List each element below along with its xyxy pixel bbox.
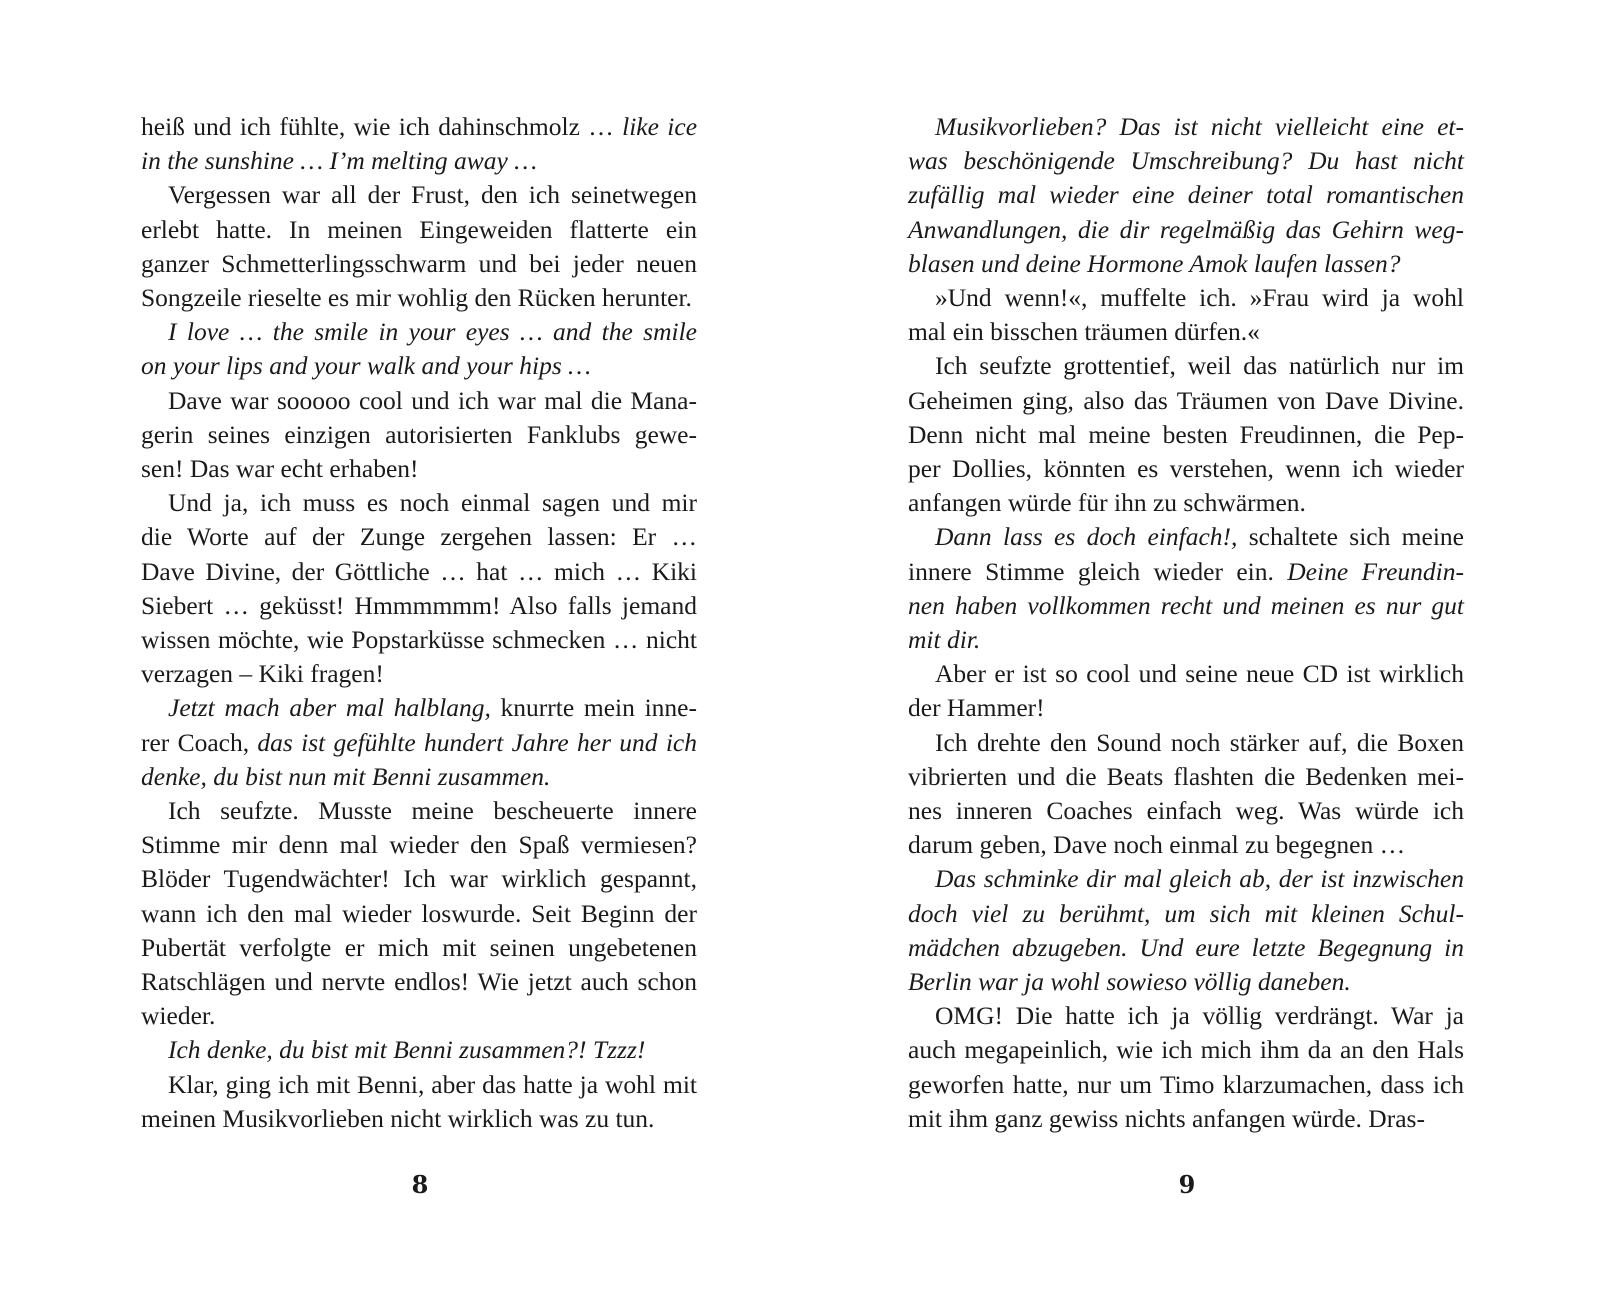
- paragraph: [908, 862, 1464, 999]
- text-line: [908, 213, 1464, 247]
- text-segment: vibrierten und die Beats flashten die Bedenken mei-: [908, 761, 1464, 791]
- text-line: [908, 999, 1464, 1033]
- text-line: [908, 486, 1464, 520]
- text-segment: darum geben, Dave noch einmal zu begegnen …: [908, 830, 1406, 860]
- text-line: [141, 862, 697, 896]
- italic-text: blasen und deine Hormone Amok laufen lassen?: [908, 248, 1401, 278]
- text-line: [141, 691, 697, 725]
- text-segment: mal ein bisschen träumen dürfen.«: [908, 317, 1260, 347]
- text-segment: Vergessen war all der Frust, den ich seinetwegen: [168, 180, 697, 210]
- text-segment: auch megapeinlich, wie ich mich ihm da an den Hals: [908, 1035, 1464, 1065]
- text-line: [908, 144, 1464, 178]
- text-line: [908, 897, 1464, 931]
- text-line: [908, 349, 1464, 383]
- text-line: [141, 384, 697, 418]
- text-line: [141, 794, 697, 828]
- text-line: [908, 1068, 1464, 1102]
- paragraph: [141, 486, 697, 691]
- text-line: [141, 931, 697, 965]
- text-segment: Und ja, ich muss es noch einmal sagen und mir: [168, 488, 697, 518]
- italic-text: Ich denke, du bist mit Benni zusammen?! Tzzz!: [168, 1035, 646, 1065]
- text-line: [141, 418, 697, 452]
- text-segment: Ratschlägen und nervte endlos! Wie jetzt auch schon: [141, 967, 697, 997]
- text-segment: geworfen hatte, nur um Timo klarzumachen, dass ich: [908, 1069, 1464, 1099]
- paragraph: [141, 110, 697, 178]
- text-line: [908, 1033, 1464, 1067]
- text-line: [141, 999, 697, 1033]
- text-segment: Ich seufzte. Musste meine bescheuerte innere: [168, 796, 697, 826]
- paragraph: [908, 726, 1464, 863]
- text-line: [908, 931, 1464, 965]
- paragraph: [141, 384, 697, 487]
- text-segment: die Worte auf der Zunge zergehen lassen: Er …: [141, 522, 697, 552]
- text-line: [141, 657, 697, 691]
- text-line: [908, 247, 1464, 281]
- italic-text: Jetzt mach aber mal halblang,: [168, 693, 491, 723]
- italic-text: in the sunshine … I’m melting away …: [141, 146, 537, 176]
- left-page: [141, 110, 697, 1136]
- text-segment: Ich drehte den Sound noch stärker auf, die Boxen: [935, 727, 1464, 757]
- text-line: [908, 589, 1464, 623]
- text-segment: ganzer Schmetterlingsschwarm und bei jeder neuen: [141, 248, 697, 278]
- text-line: [141, 1102, 697, 1136]
- text-segment: Ich seufzte grottentief, weil das natürlich nur im: [935, 351, 1464, 381]
- text-line: [908, 726, 1464, 760]
- text-segment: Siebert … geküsst! Hmmmmmm! Also falls jemand: [141, 590, 697, 620]
- text-line: [141, 828, 697, 862]
- paragraph: [141, 178, 697, 315]
- text-segment: »Und wenn!«, muffelte ich. »Frau wird ja wohl: [935, 283, 1464, 313]
- italic-text: das ist gefühlte hundert Jahre her und ich: [257, 727, 697, 757]
- text-segment: gerin seines einzigen autorisierten Fanklubs gewe-: [141, 419, 697, 449]
- text-line: [908, 657, 1464, 691]
- text-segment: meinen Musikvorlieben nicht wirklich was zu tun.: [141, 1103, 655, 1133]
- paragraph: [141, 794, 697, 1033]
- text-line: [141, 623, 697, 657]
- text-segment: rer Coach,: [141, 727, 258, 757]
- text-segment: knurrte mein inne-: [490, 693, 697, 723]
- italic-text: Das schminke dir mal gleich ab, der ist inzwischen: [935, 864, 1464, 894]
- italic-text: mit dir.: [908, 625, 981, 655]
- text-segment: Dave Divine, der Göttliche … hat … mich … Kiki: [141, 556, 697, 586]
- text-line: [141, 452, 697, 486]
- italic-text: on your lips and your walk and your hips …: [141, 351, 591, 381]
- text-segment: innere Stimme gleich wieder ein.: [908, 556, 1288, 586]
- italic-text: Dann lass es doch einfach!,: [935, 522, 1238, 552]
- text-segment: per Dollies, könnten es verstehen, wenn ich wieder: [908, 454, 1464, 484]
- text-line: [908, 760, 1464, 794]
- text-line: [141, 178, 697, 212]
- text-segment: heiß und ich fühlte, wie ich dahinschmolz …: [141, 112, 623, 141]
- text-line: [908, 828, 1464, 862]
- text-segment: Denn nicht mal meine besten Freudinnen, die Pep-: [908, 419, 1464, 449]
- text-line: [141, 110, 697, 144]
- right-page: [908, 110, 1464, 1136]
- text-line: [141, 247, 697, 281]
- text-line: [141, 555, 697, 589]
- page-number-right: 9: [1178, 1170, 1196, 1199]
- text-line: [908, 520, 1464, 554]
- text-line: [908, 555, 1464, 589]
- italic-text: was beschönigende Umschreibung? Du hast nicht: [908, 146, 1464, 176]
- text-segment: Dave war sooooo cool und ich war mal die Mana-: [168, 385, 697, 415]
- text-line: [908, 281, 1464, 315]
- text-line: [141, 486, 697, 520]
- text-line: [141, 1033, 697, 1067]
- text-line: [141, 726, 697, 760]
- text-line: [141, 965, 697, 999]
- text-line: [908, 794, 1464, 828]
- paragraph: [908, 520, 1464, 657]
- text-line: [908, 965, 1464, 999]
- text-segment: OMG! Die hatte ich ja völlig verdrängt. War ja: [935, 1001, 1464, 1031]
- italic-text: Deine Freundin-: [1287, 556, 1464, 586]
- paragraph: [908, 110, 1464, 281]
- text-segment: wieder.: [141, 1001, 216, 1031]
- text-line: [141, 349, 697, 383]
- paragraph: [908, 349, 1464, 520]
- text-segment: Blöder Tugendwächter! Ich war wirklich gespannt,: [141, 864, 697, 894]
- paragraph: [141, 1033, 697, 1067]
- page-number-left: 8: [411, 1170, 429, 1199]
- text-line: [141, 213, 697, 247]
- italic-text: zufällig mal wieder eine deiner total romantischen: [908, 180, 1464, 210]
- text-segment: anfangen würde für ihn zu schwärmen.: [908, 488, 1306, 518]
- text-line: [141, 589, 697, 623]
- text-line: [908, 691, 1464, 725]
- text-line: [141, 281, 697, 315]
- text-line: [141, 897, 697, 931]
- italic-text: I love … the smile in your eyes … and the smile: [168, 317, 697, 347]
- text-line: [141, 520, 697, 554]
- paragraph: [908, 999, 1464, 1136]
- paragraph: [141, 691, 697, 794]
- text-line: [908, 623, 1464, 657]
- text-segment: mit ihm ganz gewiss nichts anfangen würde. Dras-: [908, 1103, 1425, 1133]
- italic-text: Berlin war ja wohl sowieso völlig daneben.: [908, 967, 1351, 997]
- text-line: [141, 315, 697, 349]
- text-line: [908, 418, 1464, 452]
- text-line: [908, 862, 1464, 896]
- paragraph: [908, 281, 1464, 349]
- text-segment: Stimme mir denn mal wieder den Spaß vermiesen?: [141, 830, 697, 860]
- text-segment: erlebt hatte. In meinen Eingeweiden flatterte ein: [141, 214, 697, 244]
- text-line: [141, 144, 697, 178]
- text-line: [908, 110, 1464, 144]
- text-line: [141, 1068, 697, 1102]
- italic-text: denke, du bist nun mit Benni zusammen.: [141, 761, 551, 791]
- italic-text: mädchen abzugeben. Und eure letzte Begegnung in: [908, 932, 1464, 962]
- text-segment: verzagen – Kiki fragen!: [141, 659, 384, 689]
- text-line: [908, 178, 1464, 212]
- text-segment: wann ich den mal wieder loswurde. Seit Beginn der: [141, 898, 697, 928]
- text-line: [908, 384, 1464, 418]
- paragraph: [141, 1068, 697, 1136]
- italic-text: Musikvorlieben? Das ist nicht vielleicht eine et-: [935, 112, 1464, 141]
- text-segment: Songzeile rieselte es mir wohlig den Rücken herunter.: [141, 283, 692, 313]
- text-segment: sen! Das war echt erhaben!: [141, 454, 419, 484]
- text-segment: nes inneren Coaches einfach weg. Was würde ich: [908, 796, 1464, 826]
- text-segment: Aber er ist so cool und seine neue CD ist wirklich: [935, 659, 1464, 689]
- text-segment: Pubertät verfolgte er mich mit seinen ungebetenen: [141, 932, 697, 962]
- italic-text: like ice: [622, 112, 698, 141]
- italic-text: doch viel zu berühmt, um sich mit kleinen Schul-: [908, 898, 1464, 928]
- text-segment: der Hammer!: [908, 693, 1045, 723]
- text-segment: schaltete sich meine: [1237, 522, 1464, 552]
- text-line: [908, 315, 1464, 349]
- text-line: [141, 760, 697, 794]
- text-segment: Klar, ging ich mit Benni, aber das hatte ja wohl mit: [168, 1069, 697, 1099]
- italic-text: nen haben vollkommen recht und meinen es nur gut: [908, 590, 1464, 620]
- text-line: [908, 1102, 1464, 1136]
- paragraph: [141, 315, 697, 383]
- text-segment: Geheimen ging, also das Träumen von Dave Divine.: [908, 385, 1464, 415]
- italic-text: Anwandlungen, die dir regelmäßig das Gehirn weg-: [908, 214, 1464, 244]
- paragraph: [908, 657, 1464, 725]
- text-segment: wissen möchte, wie Popstarküsse schmecken … nicht: [141, 625, 697, 655]
- text-line: [908, 452, 1464, 486]
